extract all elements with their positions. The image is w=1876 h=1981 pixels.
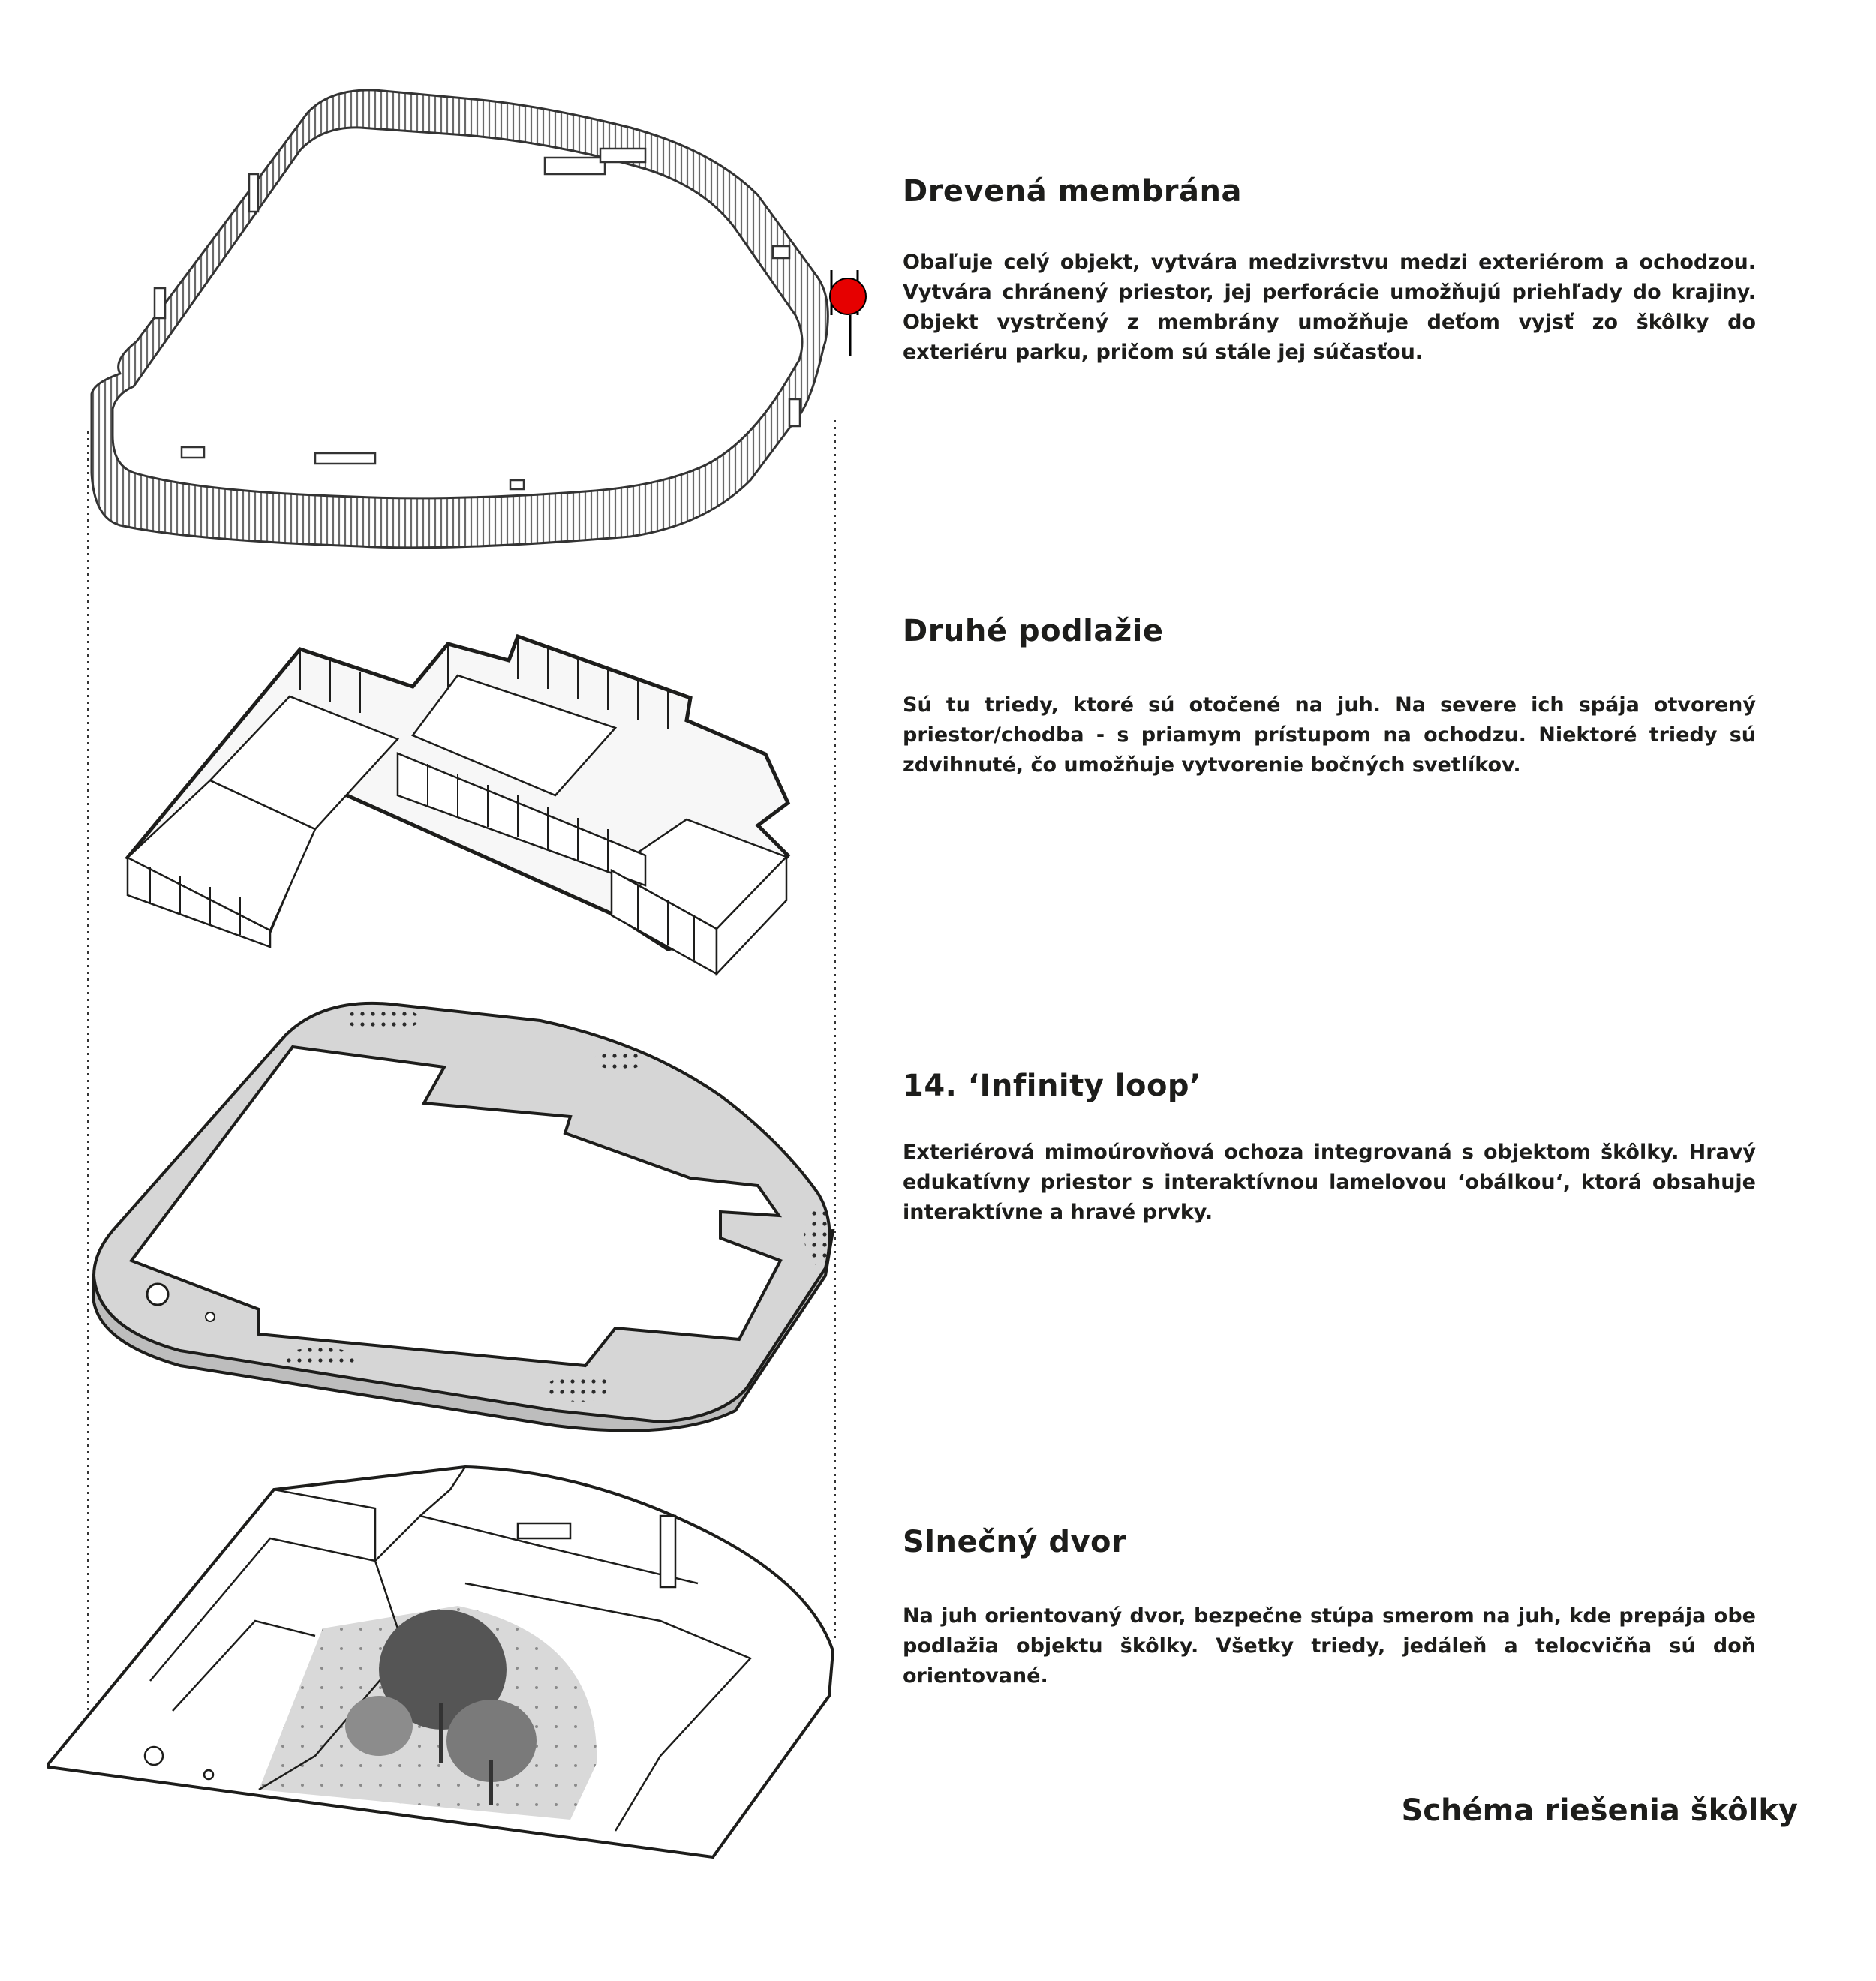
diagram-caption: Schéma riešenia škôlky [1401, 1793, 1798, 1828]
section-title: 14. ‘Infinity loop’ [903, 1069, 1201, 1103]
loop-hole-large [147, 1284, 168, 1305]
tree-trunk-2 [489, 1760, 493, 1805]
tree-canopy-3 [345, 1696, 413, 1756]
section-title: Drevená membrána [903, 174, 1242, 209]
ground-hole-small [204, 1770, 213, 1779]
loop-hole-small [206, 1312, 215, 1321]
stair-element [518, 1523, 570, 1538]
section-text: Sú tu triedy, ktoré sú otočené na juh. Na severe ich spája otvorený priestor/chodba - s priamym prístupom na ochodzu. Niektoré triedy sú zdvihnuté, čo umožňuje vytvorenie bočných svetlíkov. [903, 693, 1756, 777]
sunny-courtyard-layer [49, 1467, 833, 1857]
section-text: Exteriérová mimoúrovňová ochoza integrovaná s objektom škôlky. Hravý edukatívny priestor s interaktívnou lamelovou ‘obálkou‘, ktorá obsahuje interaktívne a hravé prvky. [903, 1141, 1756, 1224]
section-sunny-courtyard [903, 1525, 1756, 1691]
wooden-membrane-layer [92, 90, 866, 548]
chimney [660, 1516, 675, 1587]
section-text: Obaľuje celý objekt, vytvára medzivrstvu medzi exteriérom a ochodzou. Vytvára chránený priestor, jej perforácie umožňujú priehľady do krajiny. Objekt vystrčený z membrány umožňuje deťom vyjsť zo škôlky do exteriéru parku, pričom sú stále jej súčasťou. [903, 251, 1756, 364]
section-text: Na juh orientovaný dvor, bezpečne stúpa smerom na juh, kde prepája obe podlažia objektu škôlky. Všetky triedy, jedáleň a telocvičňa sú doň orientované. [903, 1604, 1756, 1688]
second-floor-layer [128, 636, 788, 974]
section-title: Slnečný dvor [903, 1525, 1127, 1559]
section-title: Druhé podlažie [903, 614, 1164, 648]
section-infinity-loop [903, 1069, 1756, 1228]
ground-hole-large [145, 1747, 163, 1765]
tree-trunk-1 [439, 1703, 443, 1763]
section-second-floor [903, 614, 1756, 780]
membrane-marker [830, 270, 866, 356]
infinity-loop-layer [94, 1003, 833, 1431]
red-marker-icon [830, 278, 866, 314]
section-wooden-membrane [903, 174, 1756, 368]
